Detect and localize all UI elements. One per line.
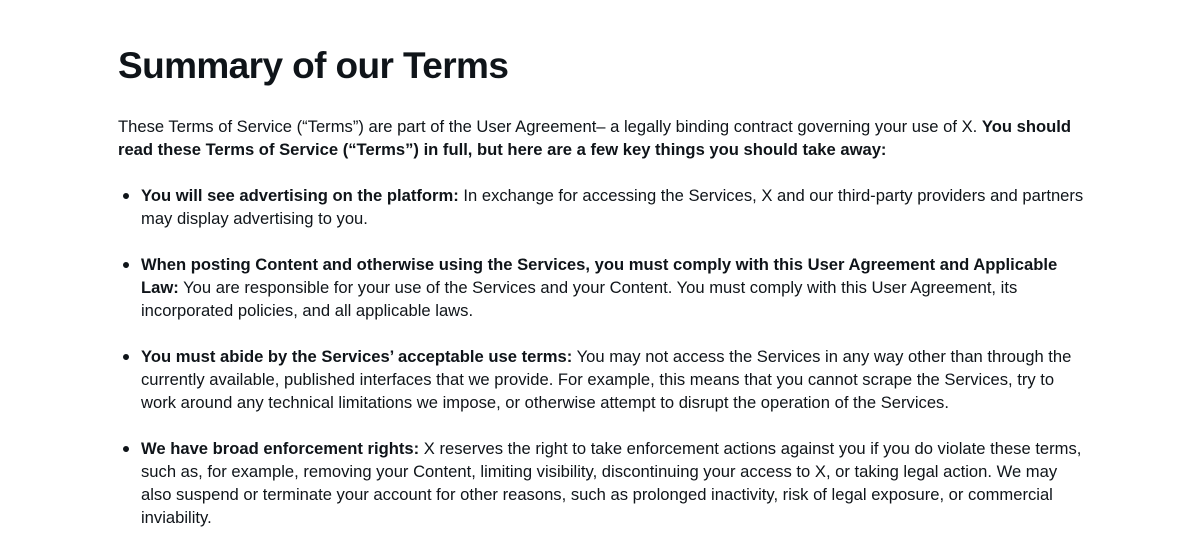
item-heading: You will see advertising on the platform: [141, 186, 459, 205]
item-heading: You must abide by the Services’ acceptable use terms: [141, 347, 573, 366]
list-item [141, 184, 1091, 230]
bullet-icon [123, 262, 129, 268]
page-title: Summary of our Terms [118, 45, 509, 86]
item-text: You are responsible for your use of the Services and your Content. You must comply with this User Agreement, its incorporated policies, and all applicable laws. [141, 278, 1018, 320]
intro-bold-text: You should read these Terms of Service (“Terms”) in full, but here are a few key things you should take away: [118, 117, 1071, 159]
list-item [141, 437, 1091, 529]
list-item [141, 253, 1091, 322]
list-item [141, 345, 1091, 414]
item-text: X reserves the right to take enforcement actions against you if you do violate these terms, such as, for example, removing your Content, limiting visibility, discontinuing your access to X, or taking legal action. We may also suspend or terminate your account for other reasons, such as prolonged inactivity, risk of legal exposure, or commercial inviability. [141, 439, 1082, 527]
intro-text: These Terms of Service (“Terms”) are part of the User Agreement– a legally binding contract governing your use of X. [118, 117, 982, 136]
item-heading: We have broad enforcement rights: [141, 439, 420, 458]
key-terms-list [141, 184, 1091, 552]
intro-paragraph [118, 115, 1093, 161]
item-heading: When posting Content and otherwise using the Services, you must comply with this User Agreement and Applicable Law: [141, 255, 1058, 297]
bullet-icon [123, 193, 129, 199]
bullet-icon [123, 354, 129, 360]
bullet-icon [123, 446, 129, 452]
item-text: You may not access the Services in any way other than through the currently available, published interfaces that we provide. For example, this means that you cannot scrape the Services, try to work around any technical limitations we impose, or otherwise attempt to disrupt the operation of the Services. [141, 347, 1072, 412]
item-text: In exchange for accessing the Services, X and our third-party providers and partners may display advertising to you. [141, 186, 1084, 228]
